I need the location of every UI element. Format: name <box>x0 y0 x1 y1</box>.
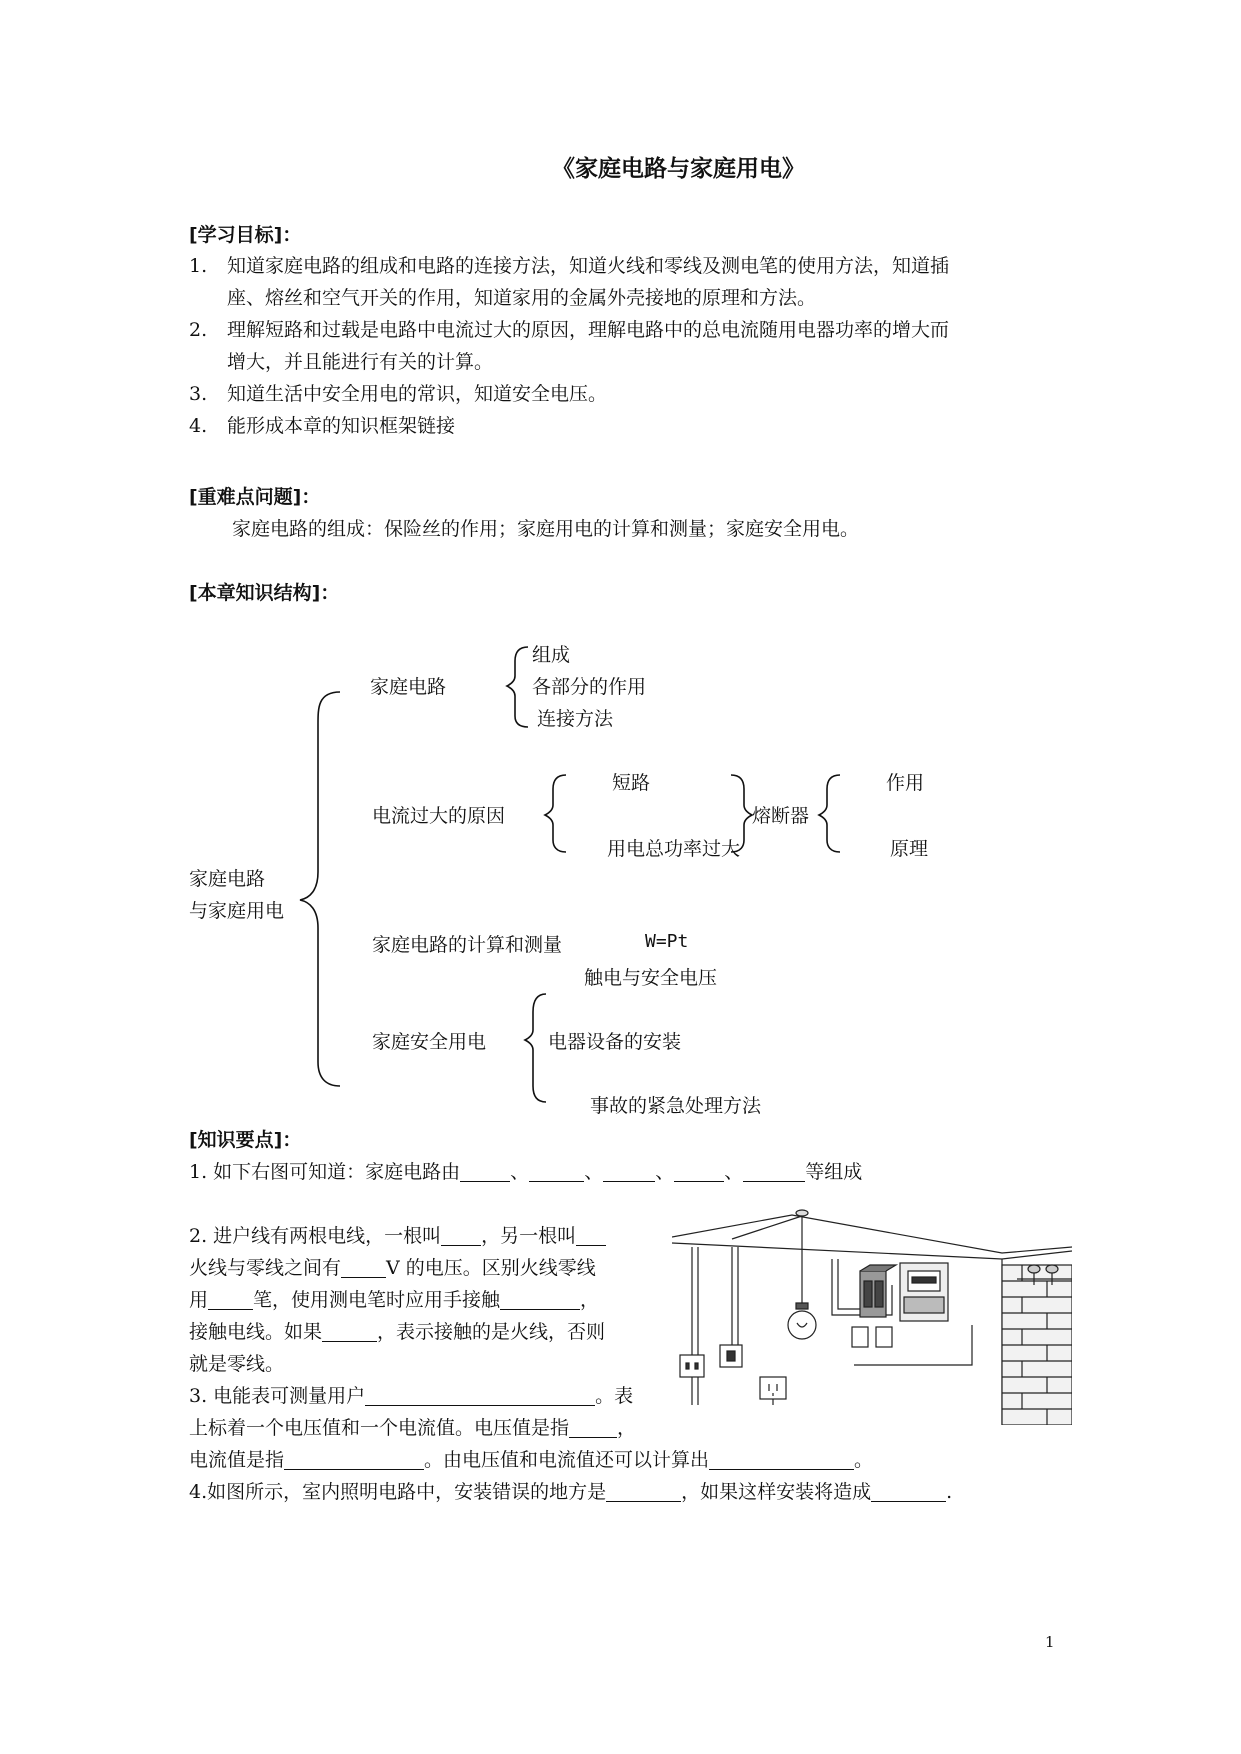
question-text: 4.如图所示，室内照明电路中，安装错误的地方是 <box>189 1481 607 1503</box>
question-2-line <box>189 1221 606 1248</box>
question-3-line <box>189 1413 636 1440</box>
difficulties-heading: [重难点问题]： <box>189 486 321 508</box>
question-text: ，表示接触的是火线，否则 <box>377 1321 606 1343</box>
branch1-brace <box>507 647 528 727</box>
question-text: . <box>946 1481 953 1503</box>
answer-blank[interactable] <box>441 1225 481 1246</box>
separator: 、 <box>510 1161 530 1183</box>
answer-blank[interactable] <box>709 1449 854 1470</box>
question-2-line: 就是零线。 <box>189 1353 285 1375</box>
question-3-line <box>189 1445 873 1472</box>
question-2-line <box>189 1253 596 1280</box>
fuse-brace <box>819 775 840 852</box>
structure-heading: [本章知识结构]： <box>189 582 340 604</box>
question-text: 笔，使用测电笔时应用手接触 <box>253 1289 501 1311</box>
answer-blank[interactable] <box>576 1225 606 1246</box>
page-number: 1 <box>1045 1633 1055 1651</box>
question-text: 等组成 <box>805 1161 863 1183</box>
branch2-cause: 用电总功率过大 <box>607 838 741 860</box>
question-text: V 的电压。区别火线零线 <box>386 1257 596 1279</box>
answer-blank[interactable] <box>208 1289 253 1310</box>
question-text: 上标着一个电压值和一个电流值。电压值是指 <box>189 1417 570 1439</box>
objective-number: 1. <box>189 255 208 277</box>
question-3-line <box>189 1381 633 1408</box>
answer-blank[interactable] <box>500 1289 580 1310</box>
branch3-formula: W=Pt <box>645 931 689 952</box>
branch4-brace <box>525 994 546 1102</box>
branch2-aspect: 作用 <box>886 772 925 794</box>
difficulties-text: 家庭电路的组成：保险丝的作用；家庭用电的计算和测量；家庭安全用电。 <box>232 518 860 540</box>
answer-blank[interactable] <box>341 1257 386 1278</box>
branch4-label: 家庭安全用电 <box>372 1031 487 1053</box>
branch2-aspect: 原理 <box>890 838 929 860</box>
answer-blank[interactable] <box>871 1481 946 1502</box>
objectives-heading: [学习目标]： <box>189 224 302 246</box>
question-text: 用 <box>189 1289 209 1311</box>
question-2-line <box>189 1317 605 1344</box>
question-text: ，如果这样安装将造成 <box>681 1481 872 1503</box>
branch4-child: 电器设备的安装 <box>548 1031 682 1053</box>
objective-number: 4. <box>189 415 208 437</box>
branch4-child: 触电与安全电压 <box>584 967 718 989</box>
branch1-child: 组成 <box>532 644 571 666</box>
structure-root-line2: 与家庭用电 <box>189 900 285 922</box>
question-text: 。由电压值和电流值还可以计算出 <box>424 1449 710 1471</box>
question-text: 2. 进户线有两根电线，一根叫 <box>189 1225 442 1247</box>
answer-blank[interactable] <box>603 1161 655 1182</box>
branch2-left-brace <box>545 775 566 852</box>
question-text: ， <box>580 1289 600 1311</box>
question-text: ，另一根叫 <box>481 1225 577 1247</box>
question-text: ， <box>617 1417 637 1439</box>
branch3-label: 家庭电路的计算和测量 <box>372 934 563 956</box>
household-wiring-illustration <box>672 1185 1072 1425</box>
root-brace <box>300 692 340 1086</box>
question-text: 接触电线。如果 <box>189 1321 323 1343</box>
objective-text: 座、熔丝和空气开关的作用，知道家用的金属外壳接地的原理和方法。 <box>227 287 817 309</box>
question-text: 。 <box>854 1449 874 1471</box>
objective-text: 增大，并且能进行有关的计算。 <box>227 351 494 373</box>
branch1-child: 各部分的作用 <box>532 676 647 698</box>
separator: 、 <box>655 1161 675 1183</box>
objective-text: 能形成本章的知识框架链接 <box>227 415 456 437</box>
question-1 <box>189 1157 862 1184</box>
answer-blank[interactable] <box>365 1385 595 1406</box>
objective-text: 知道家庭电路的组成和电路的连接方法，知道火线和零线及测电笔的使用方法，知道插 <box>227 255 950 277</box>
question-2-line <box>189 1285 599 1312</box>
branch4-child: 事故的紧急处理方法 <box>590 1095 762 1117</box>
question-text: 1. 如下右图可知道：家庭电路由 <box>189 1161 461 1183</box>
answer-blank[interactable] <box>529 1161 584 1182</box>
answer-blank[interactable] <box>284 1449 424 1470</box>
separator: 、 <box>724 1161 744 1183</box>
answer-blank[interactable] <box>569 1417 617 1438</box>
question-text: 3. 电能表可测量用户 <box>189 1385 366 1407</box>
answer-blank[interactable] <box>606 1481 681 1502</box>
branch1-label: 家庭电路 <box>370 676 447 698</box>
question-text: 电流值是指 <box>189 1449 285 1471</box>
separator: 、 <box>584 1161 604 1183</box>
question-4 <box>189 1477 952 1504</box>
branch2-label: 电流过大的原因 <box>372 805 506 827</box>
branch1-child: 连接方法 <box>537 708 614 730</box>
question-text: 。表 <box>595 1385 634 1407</box>
answer-blank[interactable] <box>674 1161 724 1182</box>
objective-number: 2. <box>189 319 208 341</box>
structure-root-line1: 家庭电路 <box>189 868 266 890</box>
branch2-device: 熔断器 <box>752 805 810 827</box>
answer-blank[interactable] <box>460 1161 510 1182</box>
objective-number: 3. <box>189 383 208 405</box>
keypoints-heading: [知识要点]： <box>189 1129 302 1151</box>
objective-text: 理解短路和过载是电路中电流过大的原因，理解电路中的总电流随用电器功率的增大而 <box>227 319 950 341</box>
page-title: 《家庭电路与家庭用电》 <box>552 156 805 182</box>
objective-text: 知道生活中安全用电的常识，知道安全电压。 <box>227 383 608 405</box>
branch2-cause: 短路 <box>612 772 651 794</box>
answer-blank[interactable] <box>743 1161 805 1182</box>
question-text: 火线与零线之间有 <box>189 1257 342 1279</box>
answer-blank[interactable] <box>322 1321 377 1342</box>
